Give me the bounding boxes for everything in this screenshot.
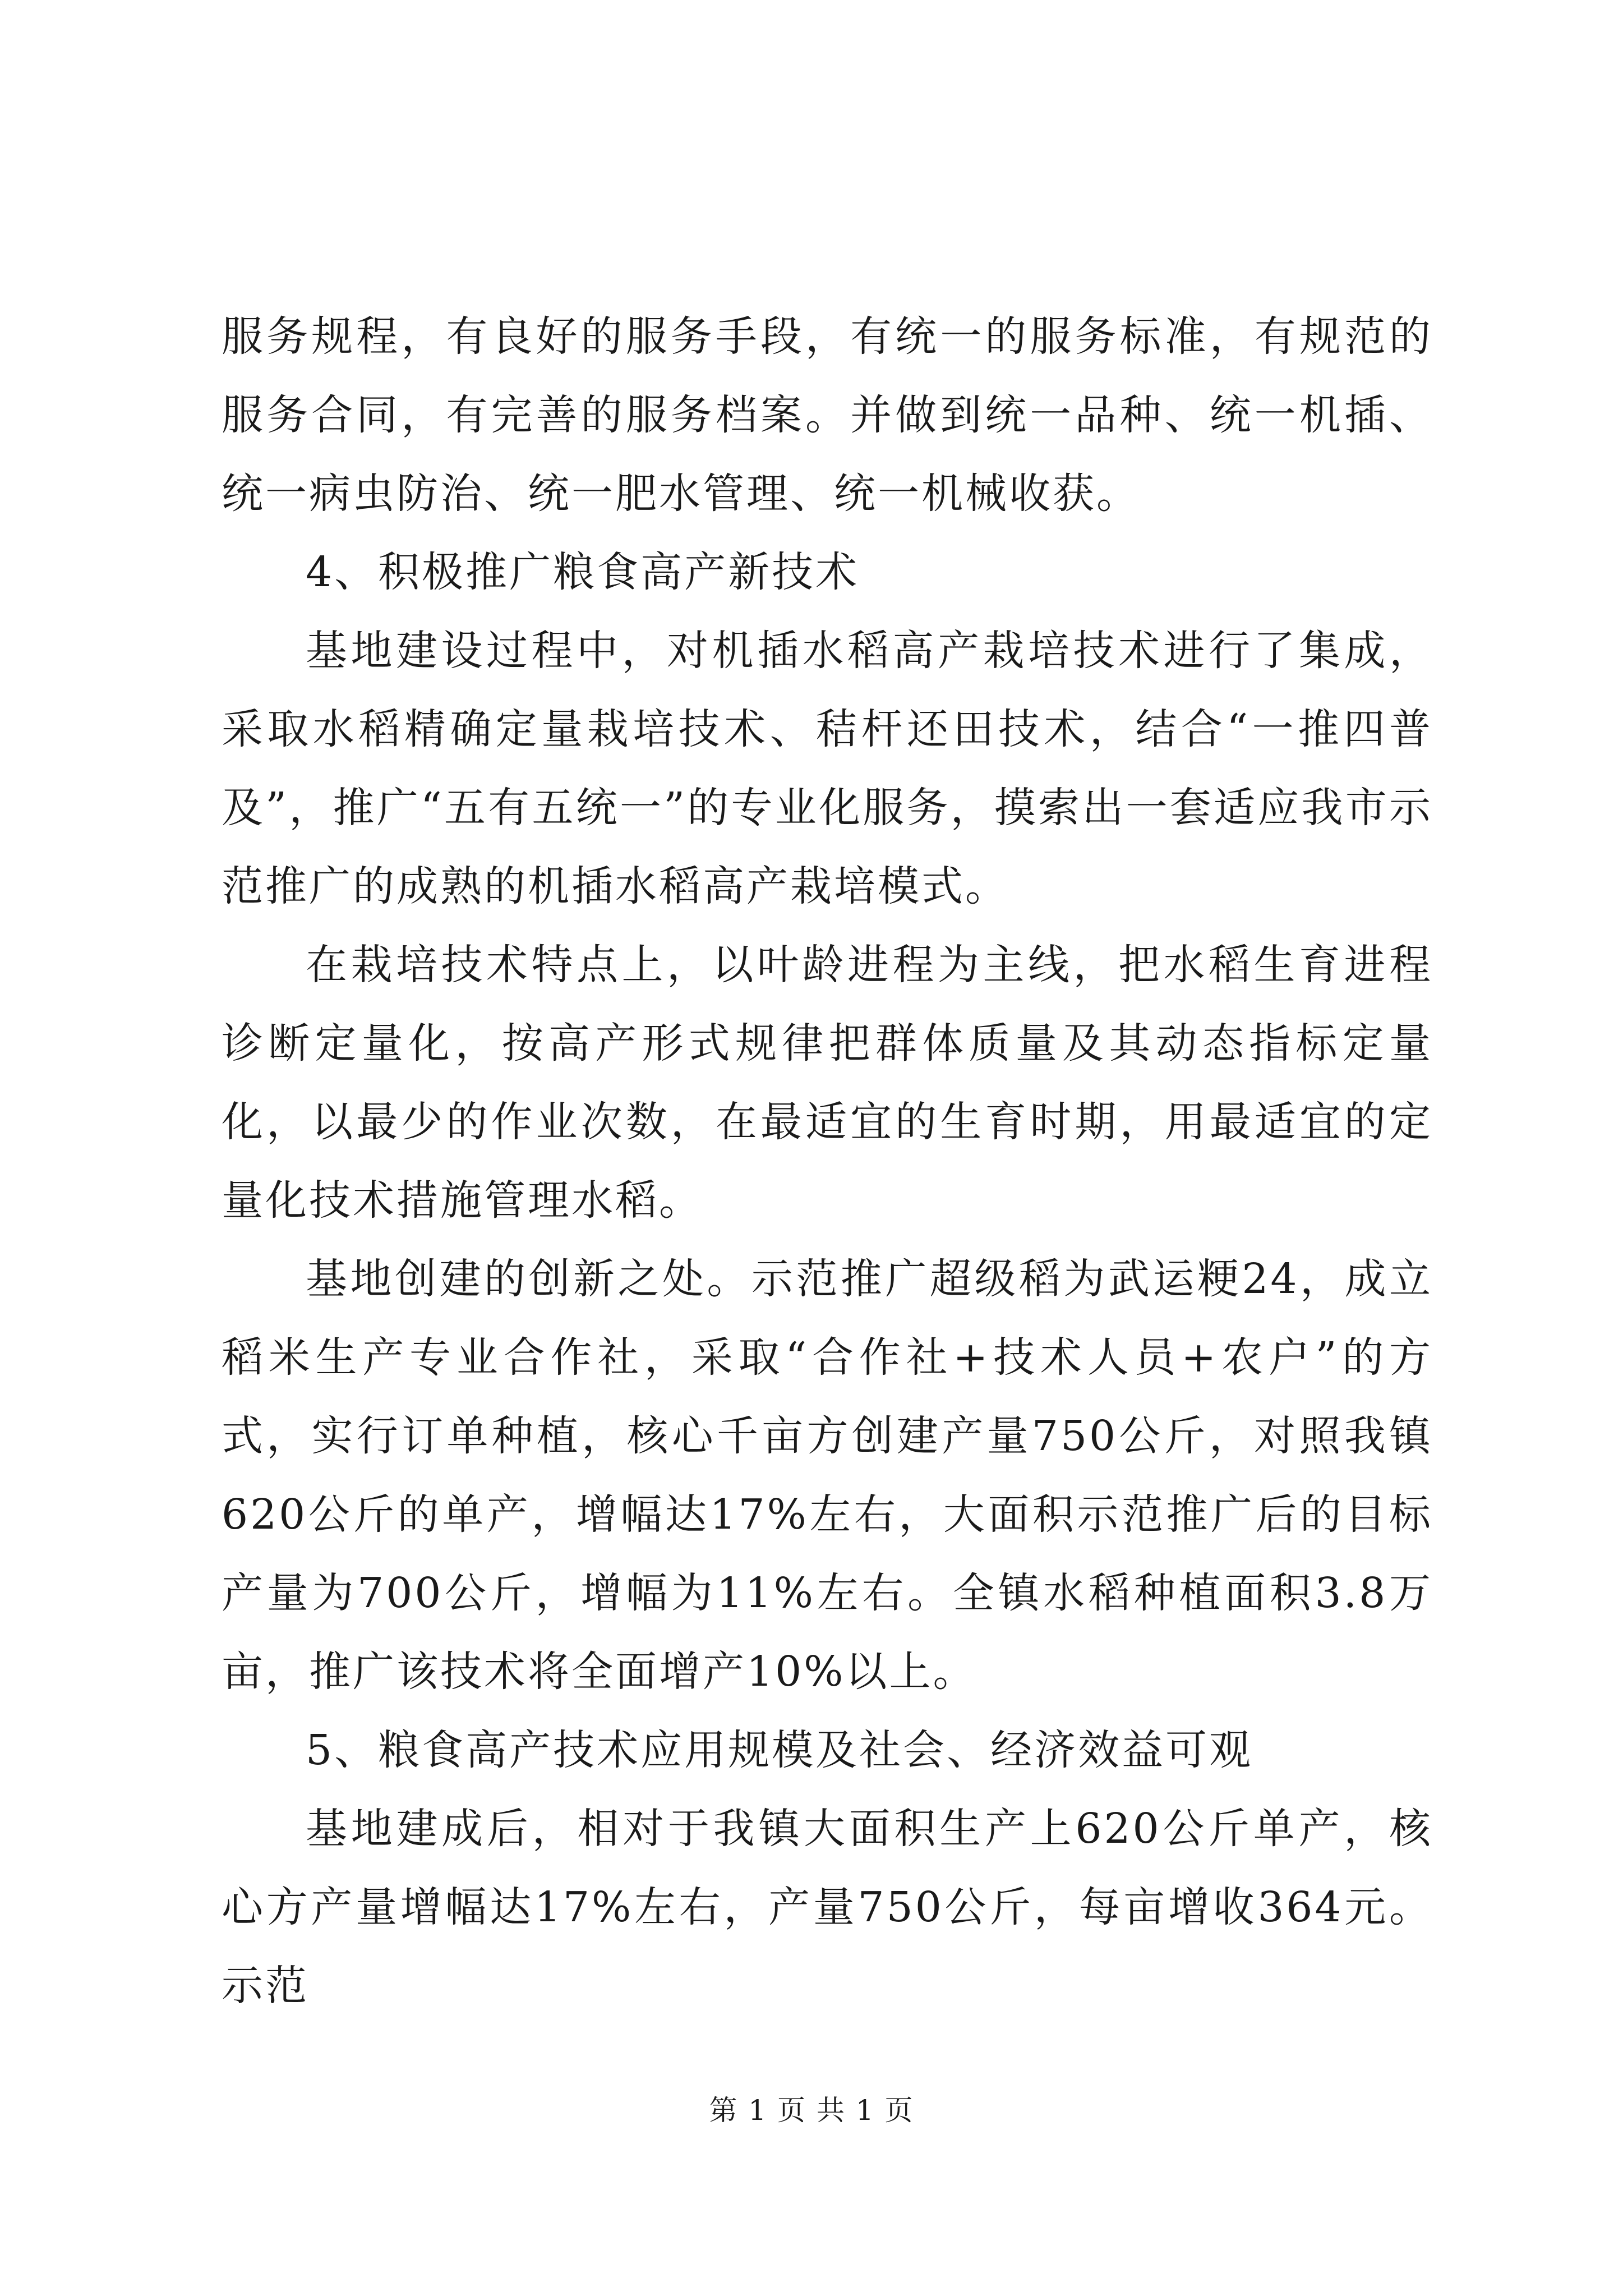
page-footer: 第 1 页 共 1 页	[709, 2094, 914, 2127]
paragraph-continuation: 服务规程，有良好的服务手段，有统一的服务标准，有规范的服务合同，有完善的服务档案。并做到统一品种、统一机插、统一病虫防治、统一肥水管理、统一机械收获。	[222, 312, 1433, 518]
paragraph-innovation: 基地创建的创新之处。示范推广超级稻为武运粳24，成立稻米生产专业合作社，采取“合作社+技术人员+农户”的方式，实行订单种植，核心千亩方创建产量750公斤，对照我镇620公斤的单产，增幅达17%左右，大面积示范推广后的目标产量为700公斤，增幅为11%左右。全镇水稻种植面积3.8万亩，推广该技术将全面增产10%以上。	[222, 1255, 1433, 1696]
paragraph-cultivation-technique: 在栽培技术特点上，以叶龄进程为主线，把水稻生育进程诊断定量化，按高产形式规律把群体质量及其动态指标定量化，以最少的作业次数，在最适宜的生育时期，用最适宜的定量化技术措施管理水稻。	[222, 941, 1433, 1225]
section-heading-4: 4、积极推广粮食高产新技术	[306, 548, 860, 596]
paragraph-benefits: 基地建成后，相对于我镇大面积生产上620公斤单产，核心方产量增幅达17%左右，产量750公斤，每亩增收364元。示范	[222, 1805, 1433, 2010]
paragraph-base-construction: 基地建设过程中，对机插水稻高产栽培技术进行了集成，采取水稻精确定量栽培技术、秸杆还田技术，结合“一推四普及”，推广“五有五统一”的专业化服务，摸索出一套适应我市示范推广的成熟的机插水稻高产栽培模式。	[222, 627, 1433, 910]
document-body	[222, 297, 1433, 2025]
section-heading-5: 5、粮食高产技术应用规模及社会、经济效益可观	[306, 1726, 1253, 1774]
